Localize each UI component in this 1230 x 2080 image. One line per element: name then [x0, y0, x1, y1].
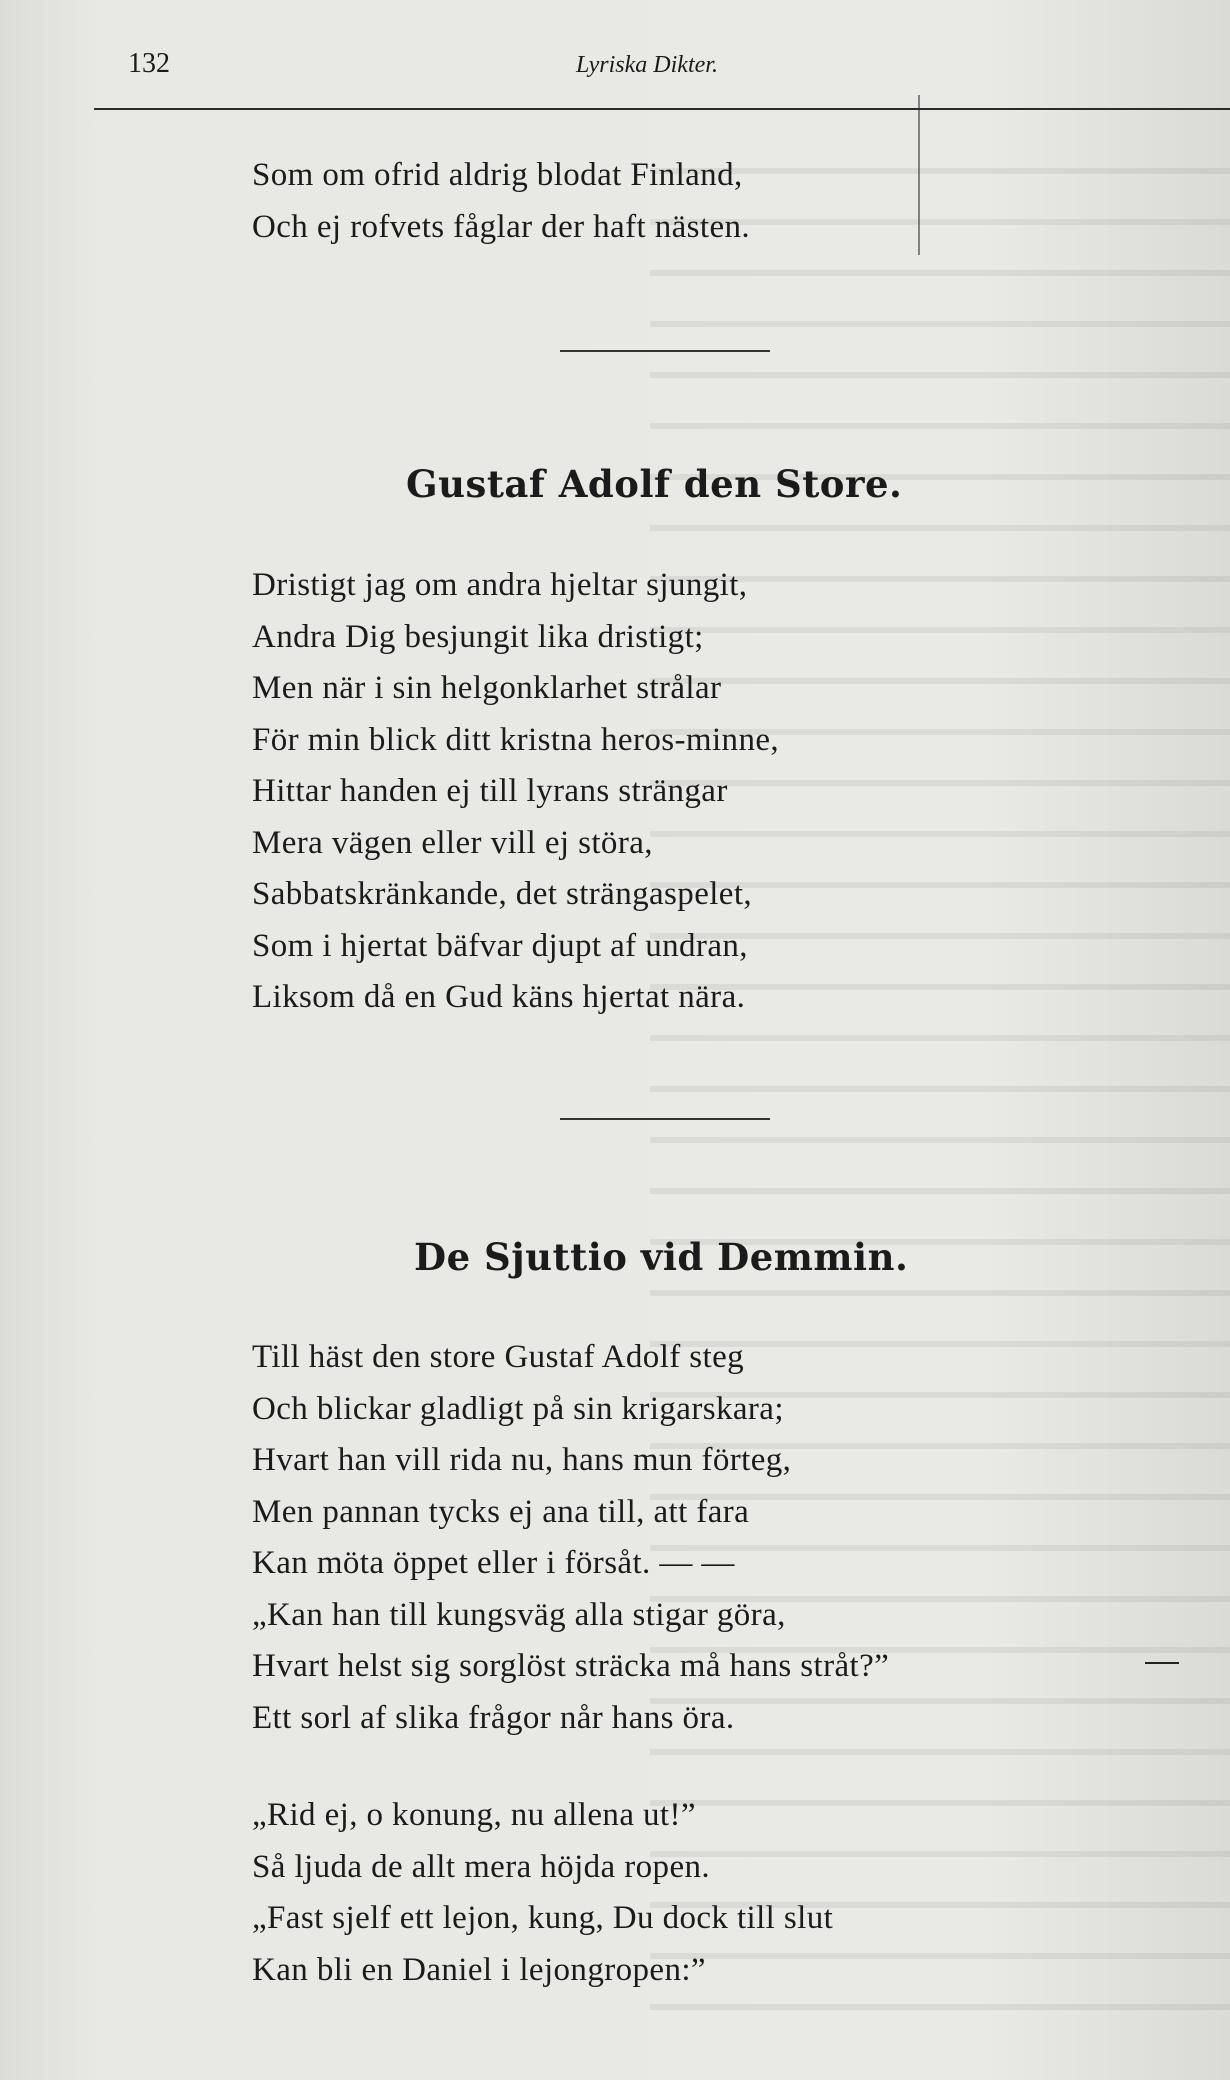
- poem-line: Sabbatskränkande, det strängaspelet,: [252, 876, 753, 912]
- poem-line: Som i hjertat bäfvar djupt af undran,: [252, 927, 748, 964]
- poem-line: „Fast sjelf ett lejon, kung, Du dock till slut: [252, 1900, 834, 1936]
- poem-line: Så ljuda de allt mera höjda ropen.: [252, 1848, 711, 1885]
- poem-line: Liksom då en Gud käns hjertat nära.: [252, 979, 746, 1015]
- poem-line: Men pannan tycks ej ana till, att fara: [252, 1493, 750, 1530]
- poem-line: Men när i sin helgonklarhet strålar: [252, 670, 722, 706]
- fragment-stanza: [252, 150, 750, 253]
- running-title: Lyriska Dikter.: [576, 52, 718, 78]
- poem-line: Och ej rofvets fåglar der haft nästen.: [252, 208, 751, 245]
- header-rule: [94, 108, 1230, 110]
- poem-line: Kan bli en Daniel i lejongropen:”: [252, 1951, 706, 1988]
- page-header: [128, 48, 1218, 88]
- poem-title: Gustaf Adolf den Store.: [406, 462, 903, 506]
- poem-line: Till häst den store Gustaf Adolf steg: [252, 1339, 745, 1375]
- poem2-stanza-2: [252, 1790, 833, 1996]
- poem-line: För min blick ditt kristna heros-minne,: [252, 721, 780, 758]
- poem-line: Hvart helst sig sorglöst sträcka må hans stråt?”: [252, 1648, 890, 1684]
- poem-line: Som om ofrid aldrig blodat Finland,: [252, 157, 743, 193]
- section-separator: [560, 1118, 770, 1120]
- poem-line: Hittar handen ej till lyrans strängar: [252, 773, 728, 809]
- poem-line: Dristigt jag om andra hjeltar sjungit,: [252, 567, 748, 603]
- poem-line: „Rid ej, o konung, nu allena ut!”: [252, 1797, 696, 1833]
- poem-line: „Kan han till kungsväg alla stigar göra,: [252, 1596, 786, 1633]
- poem-line: Kan möta öppet eller i försåt. — —: [252, 1545, 735, 1581]
- bleed-through-text: [650, 140, 1230, 2040]
- poem-line: Hvart han vill rida nu, hans mun förteg,: [252, 1442, 792, 1478]
- poem-title: De Sjuttio vid Demmin.: [414, 1235, 909, 1279]
- poem-line: Och blickar gladligt på sin krigarskara;: [252, 1390, 784, 1427]
- section-separator: [560, 350, 770, 352]
- poem1-stanza: [252, 560, 779, 1024]
- poem-line: Andra Dig besjungit lika dristigt;: [252, 618, 704, 655]
- page-number: 132: [128, 48, 170, 79]
- poem-line: Ett sorl af slika frågor når hans öra.: [252, 1699, 735, 1736]
- poem-line: Mera vägen eller vill ej störa,: [252, 824, 653, 861]
- gutter-mark: [918, 95, 920, 255]
- margin-dash: [1145, 1662, 1179, 1664]
- poem2-stanza-1: [252, 1332, 889, 1744]
